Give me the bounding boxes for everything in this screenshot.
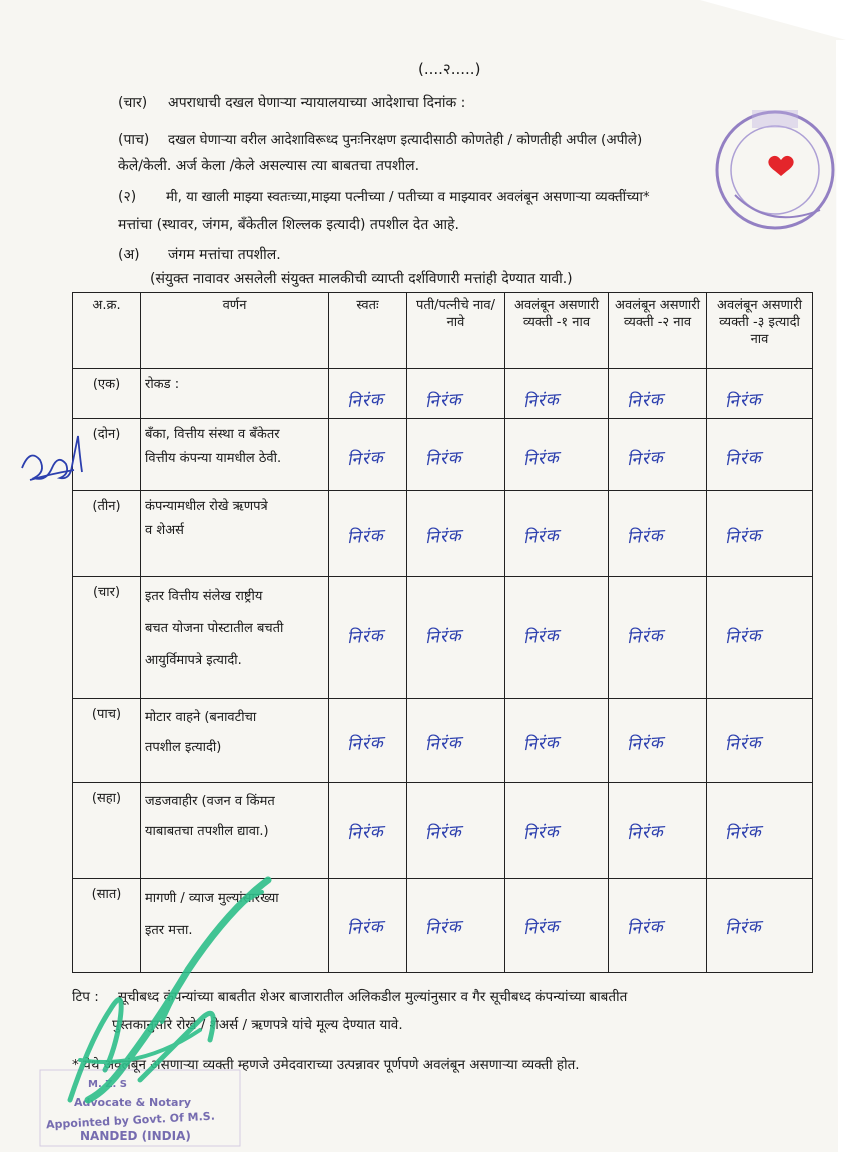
item-text-appeal-line1: दखल घेणाऱ्या वरील आदेशाविरूध्द पुनःनिरक्षण इत्यादीसाठी कोणतेही / कोणतीही अपील (अपीले) [168,132,643,148]
handwritten-nil: निरंक [522,732,561,756]
handwritten-nil: निरंक [424,732,463,756]
entry-spouse [407,419,505,491]
entry-spouse [407,783,505,879]
row-number: (पाच) [73,699,141,783]
header-dependent-1: अवलंबून असणारी व्यक्ती -१ नाव [505,293,609,369]
row-description: जडजवाहीर (वजन व किंमत याबाबतचा तपशील द्यावा.) [141,783,329,879]
tip-line-2: पुस्तकानुसारे रोखे / शेअर्स / ऋणपत्रे यांचे मूल्य देण्यात यावे. [112,1017,403,1033]
handwritten-nil: निरंक [346,732,385,756]
handwritten-nil: निरंक [724,626,763,649]
stamp-line-appointment: Appointed by Govt. Of M.S. [45,1109,216,1132]
header-dependent-2: अवलंबून असणारी व्यक्ती -२ नाव [609,293,707,369]
entry-dependent-3 [707,699,813,783]
handwritten-nil: निरंक [346,916,385,940]
red-heart-mark [768,156,793,176]
entry-spouse [407,491,505,577]
handwritten-nil: निरंक [626,626,665,649]
entry-self [329,419,407,491]
tip-label: टिप : [72,989,99,1005]
page-number: (....२.....) [418,60,481,78]
movable-assets-table [72,292,813,973]
handwritten-nil: निरंक [724,448,763,471]
item-text-declaration-line2: मत्तांचा (स्थावर, जंगम, बँकेतील शिल्लक इत्यादी) तपशील देत आहे. [118,217,459,233]
handwritten-nil: निरंक [424,626,463,649]
handwritten-nil: निरंक [724,821,763,845]
entry-self [329,699,407,783]
entry-dependent-2 [609,369,707,419]
handwritten-nil: निरंक [346,626,385,649]
row-description: मोटार वाहने (बनावटीचा तपशील इत्यादी) [141,699,329,783]
table-row [73,783,813,879]
table-row [73,577,813,699]
row-number: (तीन) [73,491,141,577]
handwritten-nil: निरंक [626,389,665,412]
handwritten-nil: निरंक [346,389,385,412]
row-description: रोकड : [141,369,329,419]
entry-dependent-1 [505,369,609,419]
handwritten-nil: निरंक [346,821,385,845]
handwritten-nil: निरंक [626,448,665,471]
entry-self [329,491,407,577]
handwritten-nil: निरंक [522,525,561,549]
entry-dependent-3 [707,491,813,577]
item-label-char: (चार) [118,95,148,111]
header-spouse: पती/पत्नीचे नाव/नावे [407,293,505,369]
entry-self [329,577,407,699]
item-text-movable-assets: जंगम मत्तांचा तपशील. [168,247,281,263]
row-number: (दोन) [73,419,141,491]
entry-self [329,879,407,973]
entry-dependent-1 [505,491,609,577]
handwritten-nil: निरंक [626,916,665,940]
entry-dependent-1 [505,419,609,491]
entry-dependent-2 [609,491,707,577]
item-text-appeal-line2: केले/केली. अर्ज केला /केले असल्यास त्या बाबतचा तपशील. [118,158,420,174]
entry-dependent-3 [707,419,813,491]
entry-dependent-3 [707,369,813,419]
row-number: (चार) [73,577,141,699]
row-description: मागणी / व्याज मुल्यांसारख्या इतर मत्ता. [141,879,329,973]
handwritten-nil: निरंक [424,821,463,845]
handwritten-nil: निरंक [724,389,763,412]
entry-self [329,783,407,879]
table-row [73,699,813,783]
header-description: वर्णन [141,293,329,369]
entry-dependent-3 [707,783,813,879]
handwritten-nil: निरंक [346,448,385,471]
handwritten-nil: निरंक [724,732,763,756]
entry-dependent-3 [707,879,813,973]
item-label-pach: (पाच) [118,132,150,148]
row-description: इतर वित्तीय संलेख राष्ट्रीय बचत योजना पोस्टातील बचती आयुर्विमापत्रे इत्यादी. [141,577,329,699]
handwritten-nil: निरंक [424,448,463,471]
handwritten-nil: निरंक [522,916,561,940]
row-number: (सहा) [73,783,141,879]
row-description: बँका, वित्तीय संस्था व बँकेतर वित्तीय कंपन्या यामधील ठेवी. [141,419,329,491]
row-number: (सात) [73,879,141,973]
entry-dependent-1 [505,577,609,699]
handwritten-nil: निरंक [522,389,561,412]
item-text-court-order-date: अपराधाची दखल घेणाऱ्या न्यायालयाच्या आदेशाचा दिनांक : [168,95,466,111]
table-header-row [73,293,813,369]
entry-spouse [407,699,505,783]
table-row [73,369,813,419]
item-subtext-joint-ownership: (संयुक्त नावावर असलेली संयुक्त मालकीची व्याप्ती दर्शविणारी मत्तांही देण्यात यावी.) [150,271,573,287]
handwritten-nil: निरंक [346,525,385,549]
handwritten-nil: निरंक [626,732,665,756]
entry-dependent-1 [505,879,609,973]
handwritten-nil: निरंक [522,626,561,649]
handwritten-nil: निरंक [724,525,763,549]
entry-dependent-2 [609,419,707,491]
entry-dependent-1 [505,699,609,783]
table-row [73,419,813,491]
handwritten-nil: निरंक [626,821,665,845]
handwritten-nil: निरंक [424,525,463,549]
item-label-two: (२) [118,189,137,205]
entry-spouse [407,369,505,419]
entry-spouse [407,577,505,699]
entry-dependent-2 [609,879,707,973]
stamp-line-place: NANDED (INDIA) [80,1129,191,1143]
handwritten-nil: निरंक [724,916,763,940]
entry-dependent-2 [609,783,707,879]
handwritten-nil: निरंक [424,389,463,412]
entry-dependent-1 [505,783,609,879]
notary-seal-top-right [717,110,833,228]
table-row [73,879,813,973]
footnote-dependents: * येथे अवलंबून असणाऱ्या व्यक्ती म्हणजे उमेदवाराच्या उत्पन्नावर पूर्णपणे अवलंबून असणाऱ्या व्यक्ती होत. [72,1057,580,1073]
table-row [73,491,813,577]
item-label-a: (अ) [118,247,140,263]
handwritten-nil: निरंक [522,448,561,471]
header-self: स्वतः [329,293,407,369]
row-number: (एक) [73,369,141,419]
handwritten-nil: निरंक [424,916,463,940]
row-description: कंपन्यामधील रोखे ऋणपत्रे व शेअर्स [141,491,329,577]
stamp-line-name: M. Z. S [88,1079,127,1090]
item-text-declaration-line1: मी, या खाली माझ्या स्वतःच्या,माझ्या पत्नीच्या / पतीच्या व माझ्यावर अवलंबून असणाऱ्या व्यक्तींच्या* [166,189,650,205]
header-dependent-3: अवलंबून असणारी व्यक्ती -३ इत्यादी नाव [707,293,813,369]
entry-dependent-2 [609,577,707,699]
header-serial-no: अ.क्र. [73,293,141,369]
tip-line-1: सूचीबध्द कंपन्यांच्या बाबतीत शेअर बाजारातील अलिकडील मुल्यांनुसार व गैर सूचीबध्द कंपन्यांच्या बाबतीत [118,989,628,1005]
handwritten-nil: निरंक [626,525,665,549]
stamp-line-title: Advocate & Notary [74,1096,192,1109]
entry-dependent-3 [707,577,813,699]
entry-dependent-2 [609,699,707,783]
entry-self [329,369,407,419]
handwritten-nil: निरंक [522,821,561,845]
entry-spouse [407,879,505,973]
